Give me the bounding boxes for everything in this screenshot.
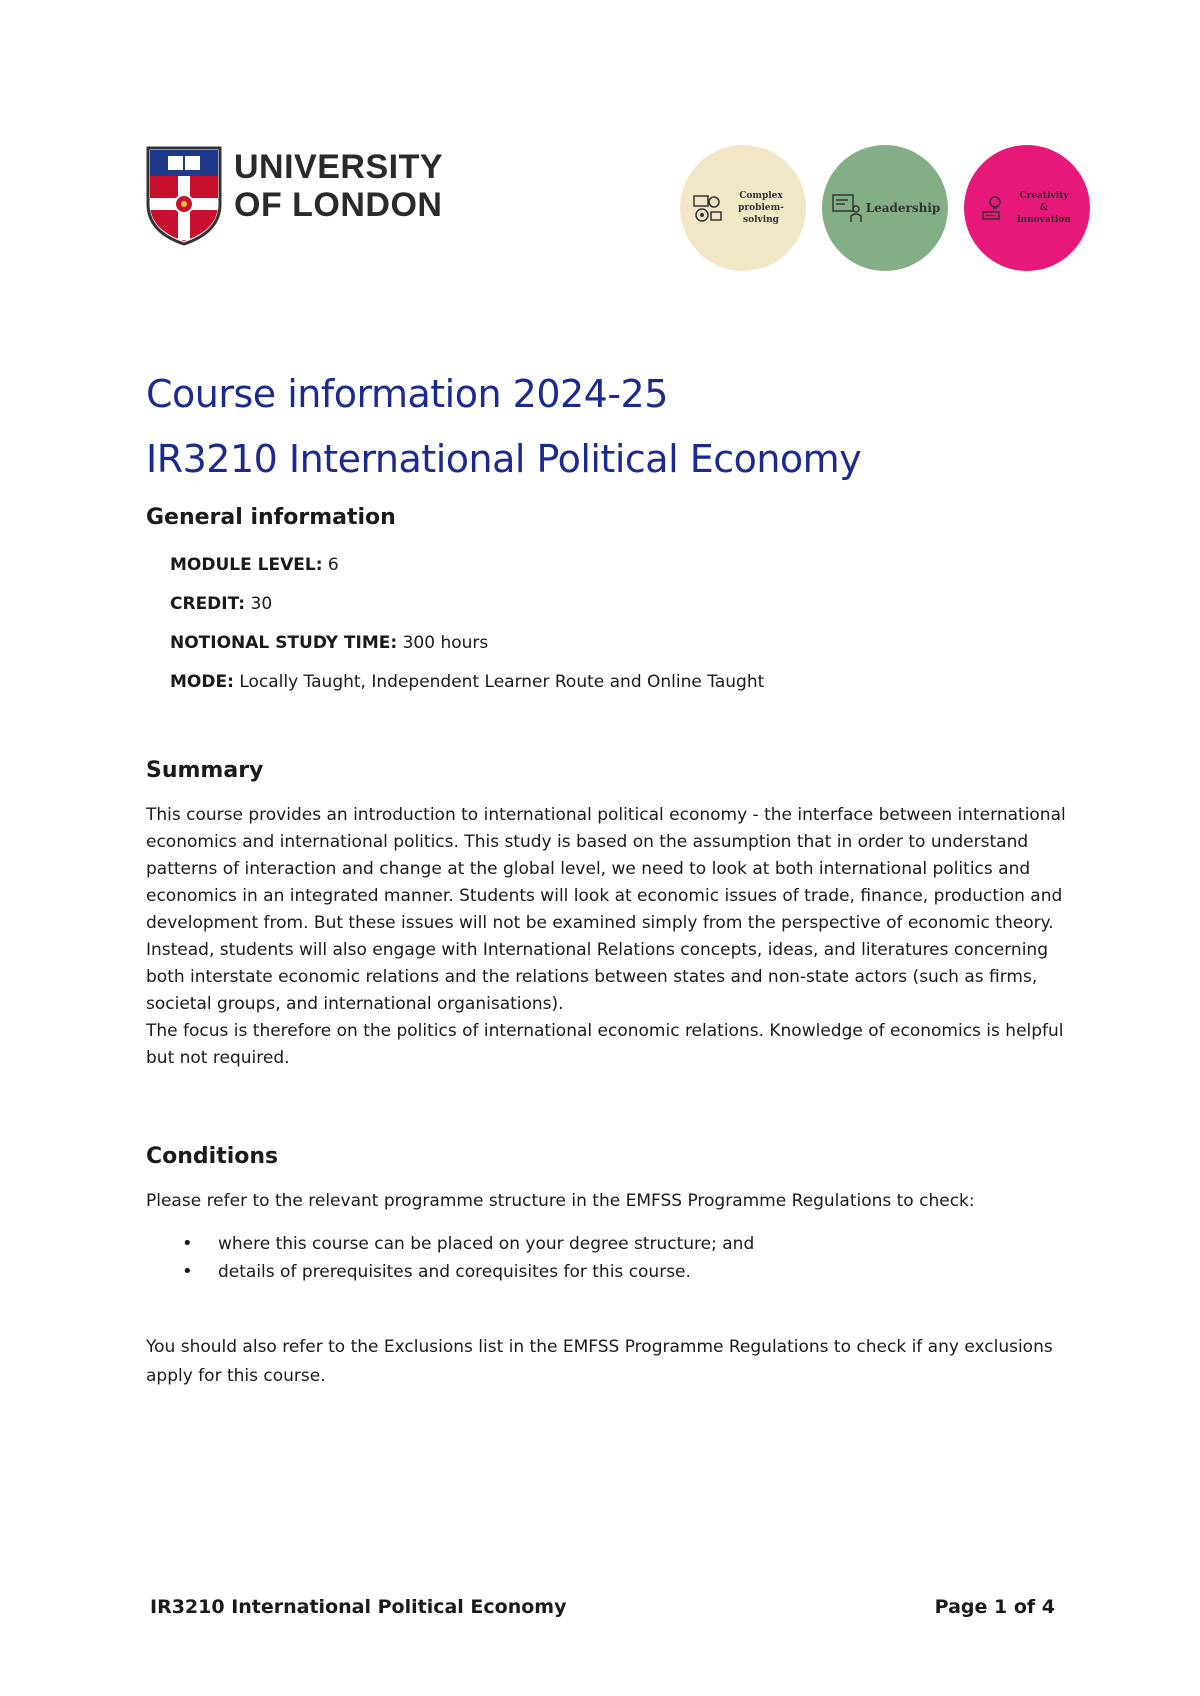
footer-course-title: IR3210 International Political Economy xyxy=(150,1596,567,1618)
conditions-outro: You should also refer to the Exclusions list in the EMFSS Programme Regulations to check if any exclusions apply for this course. xyxy=(146,1337,1053,1386)
info-study-time: NOTIONAL STUDY TIME: 300 hours xyxy=(170,633,489,653)
badge-label: Complex problem-solving xyxy=(738,191,784,225)
puzzle-gears-icon xyxy=(692,192,724,224)
course-title: IR3210 International Political Economy xyxy=(146,437,862,481)
summary-heading: Summary xyxy=(146,758,264,783)
logo-line-1: UNIVERSITY xyxy=(234,148,444,186)
crest-icon xyxy=(146,146,222,246)
lightbulb-icon xyxy=(980,193,1010,223)
page-footer xyxy=(150,1596,1055,1618)
badge-leadership xyxy=(822,145,948,271)
badge-creativity-innovation xyxy=(964,145,1090,271)
summary-paragraph-1: This course provides an introduction to international political economy - the interface between international economics and international politics. This study is based on the assumption that in order to understand patterns of interaction and change at the global level, we need to look at both international politics and economics in an integrated manner. Students will look at economic issues of trade, finance, production and development from. But these issues will not be examined simply from the perspective of economic theory. Instead, students will also engage with International Relations concepts, ideas, and literatures concerning both interstate economic relations and the relations between states and non-state actors (such as firms, societal groups, and international organisations). xyxy=(146,805,1066,1014)
presentation-board-icon xyxy=(830,192,862,224)
summary-text xyxy=(146,802,1076,1072)
badge-label: Leadership xyxy=(865,201,941,215)
page-title: Course information 2024-25 xyxy=(146,372,668,416)
badge-label: Creativity & innovation xyxy=(1017,191,1071,225)
logo-line-2: OF LONDON xyxy=(234,186,443,224)
list-item: • details of prerequisites and corequisites for this course. xyxy=(146,1258,754,1286)
info-module-level: MODULE LEVEL: 6 xyxy=(170,555,339,575)
info-credit: CREDIT: 30 xyxy=(170,594,273,614)
page-number: Page 1 of 4 xyxy=(934,1596,1055,1618)
conditions-list xyxy=(146,1230,754,1286)
university-logo xyxy=(146,146,443,246)
info-mode: MODE: Locally Taught, Independent Learner Route and Online Taught xyxy=(170,672,765,692)
badge-complex-problem-solving xyxy=(680,145,806,271)
conditions-heading: Conditions xyxy=(146,1144,279,1169)
list-item: • where this course can be placed on your degree structure; and xyxy=(146,1230,754,1258)
conditions-intro: Please refer to the relevant programme structure in the EMFSS Programme Regulations to check: xyxy=(146,1191,975,1211)
general-information-heading: General information xyxy=(146,505,396,530)
skill-badges xyxy=(680,145,1106,271)
summary-paragraph-2: The focus is therefore on the politics of international economic relations. Knowledge of economics is helpful but not required. xyxy=(146,1021,1064,1068)
